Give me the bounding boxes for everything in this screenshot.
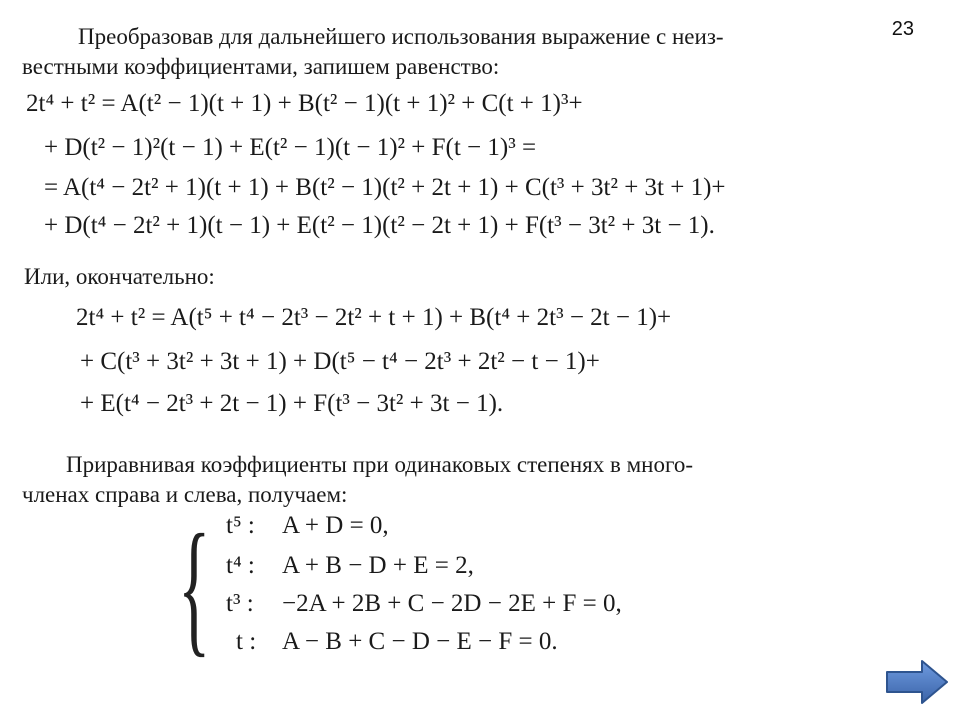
equate-line-2: членах справа и слева, получаем: [22, 482, 348, 507]
final-label: Или, окончательно: [24, 264, 215, 289]
left-brace-icon: { [178, 504, 211, 670]
next-slide-button[interactable] [884, 658, 950, 706]
equation-line: = A(t⁴ − 2t² + 1)(t + 1) + B(t² − 1)(t² + 2t + 1) + C(t³ + 3t² + 3t + 1)+ [44, 174, 726, 201]
system-equation: A − B + C − D − E − F = 0. [282, 628, 558, 655]
equation-line: 2t⁴ + t² = A(t² − 1)(t + 1) + B(t² − 1)(t + 1)² + C(t + 1)³+ [26, 90, 583, 117]
equation-line: 2t⁴ + t² = A(t⁵ + t⁴ − 2t³ − 2t² + t + 1) + B(t⁴ + 2t³ − 2t − 1)+ [76, 304, 672, 331]
system-equation: A + B − D + E = 2, [282, 552, 474, 579]
equation-line: + D(t⁴ − 2t² + 1)(t − 1) + E(t² − 1)(t² − 2t + 1) + F(t³ − 3t² + 3t − 1). [44, 212, 715, 239]
system-power: t : [236, 628, 257, 655]
system-power: t⁵ : [226, 512, 255, 539]
right-arrow-icon [884, 658, 950, 706]
equation-line: + D(t² − 1)²(t − 1) + E(t² − 1)(t − 1)² + F(t − 1)³ = [44, 134, 537, 161]
page-number: 23 [891, 18, 914, 40]
intro-line-2: вестными коэффициентами, запишем равенство: [22, 54, 500, 79]
intro-line-1: Преобразовав для дальнейшего использования выражение с неиз- [78, 24, 724, 49]
system-equation: A + D = 0, [282, 512, 389, 539]
equation-line: + E(t⁴ − 2t³ + 2t − 1) + F(t³ − 3t² + 3t − 1). [80, 390, 504, 417]
equate-line-1: Приравнивая коэффициенты при одинаковых степенях в много- [66, 452, 694, 477]
system-power: t⁴ : [226, 552, 255, 579]
equation-line: + C(t³ + 3t² + 3t + 1) + D(t⁵ − t⁴ − 2t³ + 2t² − t − 1)+ [80, 348, 600, 375]
system-power: t³ : [226, 590, 254, 617]
system-equation: −2A + 2B + C − 2D − 2E + F = 0, [282, 590, 622, 617]
